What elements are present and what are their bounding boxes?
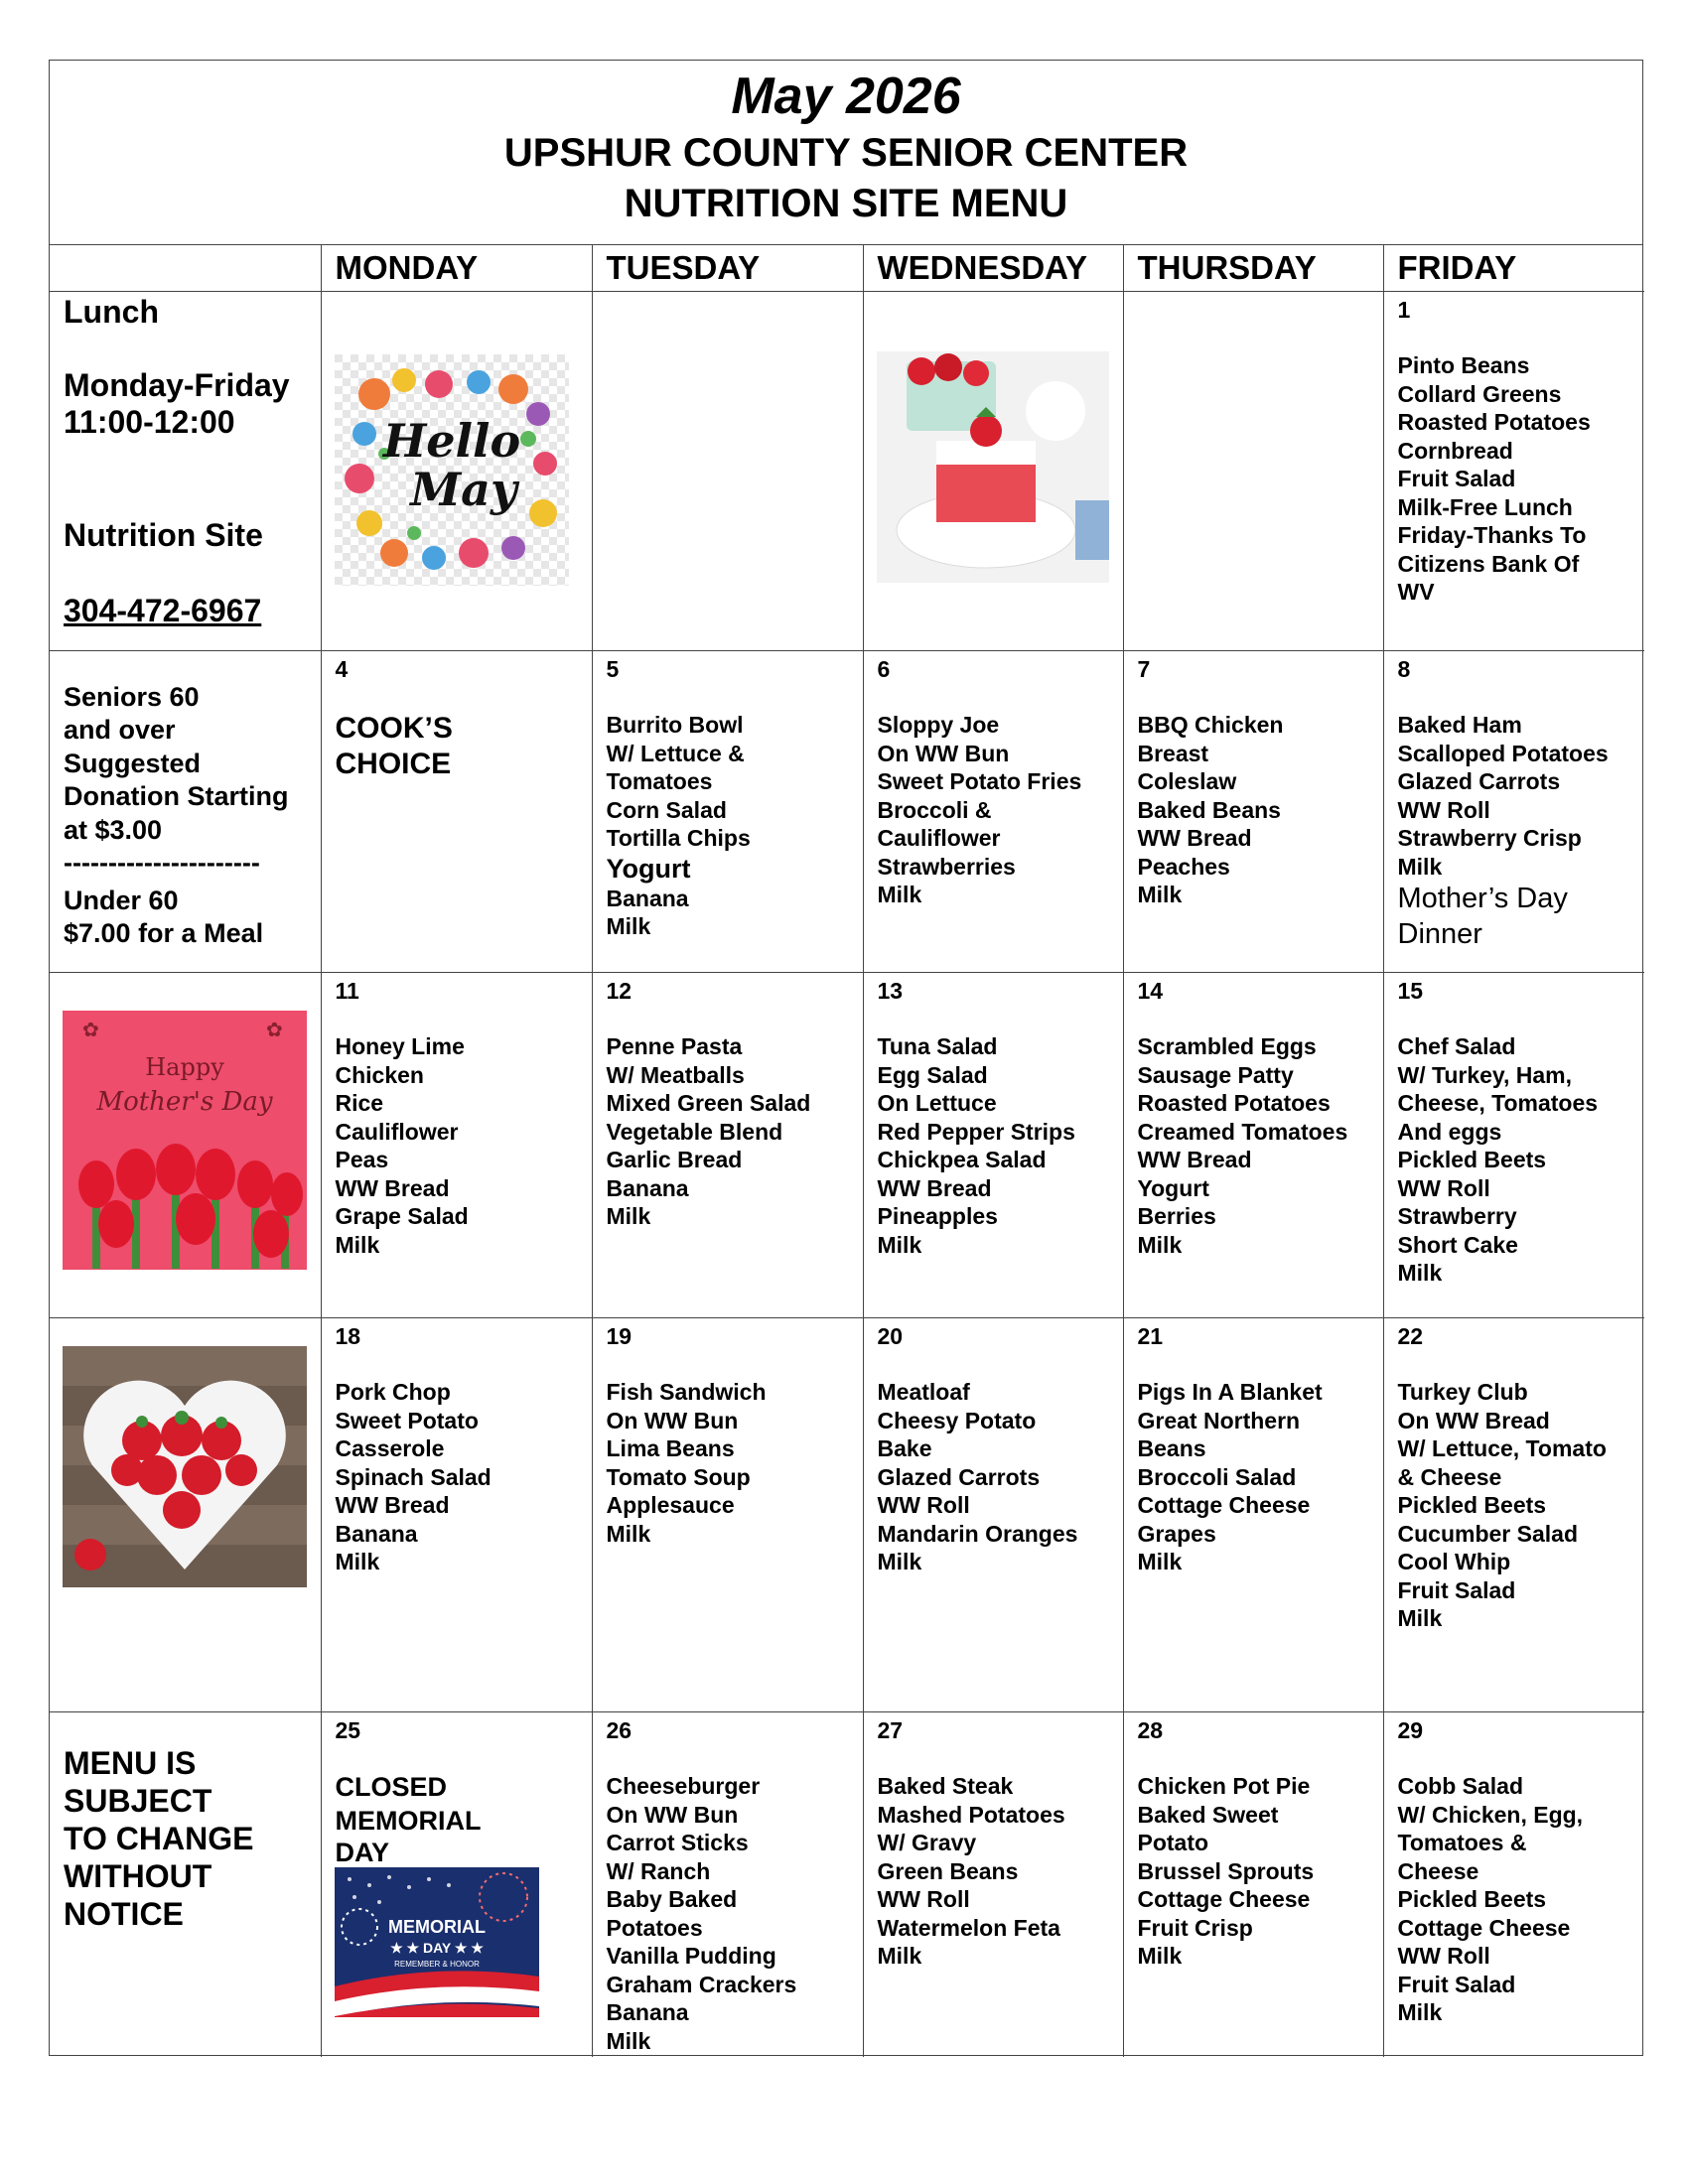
memorial-day-text: ★ ★ DAY ★ ★ xyxy=(389,1940,484,1956)
menu-item: On WW Bun xyxy=(877,740,1010,766)
day-number: 15 xyxy=(1397,977,1424,1004)
mothers-day-note: Mother’s Day xyxy=(1397,883,1568,914)
menu-item: Baked Steak xyxy=(877,1773,1014,1799)
menu-item: Cornbread xyxy=(1397,437,1513,464)
menu-item: Cucumber Salad xyxy=(1397,1520,1578,1547)
menu-item: Cobb Salad xyxy=(1397,1773,1524,1799)
page-title: May 2026 xyxy=(731,68,961,125)
menu-item: Garlic Bread xyxy=(606,1147,743,1172)
donation-line: at $3.00 xyxy=(64,814,163,845)
menu-item: Chickpea Salad xyxy=(877,1147,1047,1172)
menu-item: Baby Baked xyxy=(606,1886,738,1912)
day-cell-12 xyxy=(592,972,863,1317)
menu-item: WW Roll xyxy=(877,1886,970,1912)
cooks-choice-line: CHOICE xyxy=(335,748,452,780)
menu-item: Strawberry xyxy=(1397,1203,1517,1229)
menu-item: Tomatoes xyxy=(606,768,713,794)
day-cell-27 xyxy=(863,1711,1123,2057)
menu-item: Cheese, Tomatoes xyxy=(1397,1090,1599,1116)
menu-item: Chef Salad xyxy=(1397,1033,1516,1059)
notice-text xyxy=(64,1744,307,1933)
menu-item: WW Bread xyxy=(1137,825,1252,851)
menu-item: Lima Beans xyxy=(606,1435,735,1461)
closed-line: MEMORIAL xyxy=(335,1806,482,1836)
menu-item: Roasted Potatoes xyxy=(1137,1090,1331,1116)
info-cell-donation xyxy=(50,650,321,972)
mothers-day-image xyxy=(63,1011,307,1270)
menu-item: On WW Bun xyxy=(606,1801,739,1828)
menu-item: On WW Bun xyxy=(606,1407,739,1433)
menu-item: Tortilla Chips xyxy=(606,825,751,851)
day-content xyxy=(607,655,849,941)
day-number: 27 xyxy=(877,1716,904,1743)
day-content xyxy=(1398,977,1631,1288)
day-number: 5 xyxy=(606,655,620,682)
menu-item: Green Beans xyxy=(877,1857,1019,1884)
menu-item: W/ Chicken, Egg, xyxy=(1397,1801,1584,1828)
day-number: 26 xyxy=(606,1716,633,1743)
day-number: 13 xyxy=(877,977,904,1004)
day-number: 25 xyxy=(335,1716,361,1743)
menu-item: Short Cake xyxy=(1397,1231,1518,1258)
menu-item: Pigs In A Blanket xyxy=(1137,1379,1323,1405)
menu-item: Grape Salad xyxy=(335,1203,469,1229)
menu-item: W/ Lettuce & xyxy=(606,740,745,766)
menu-item: Tomato Soup xyxy=(606,1463,751,1490)
menu-item: Turkey Club xyxy=(1397,1379,1528,1405)
info-cell-notice xyxy=(50,1711,321,2057)
menu-item: Pickled Beets xyxy=(1397,1492,1547,1518)
menu-item: Milk xyxy=(1397,1260,1443,1286)
menu-item: Banana xyxy=(606,1999,689,2025)
day-cell-13 xyxy=(863,972,1123,1317)
menu-item: Fish Sandwich xyxy=(606,1379,767,1405)
menu-item: Milk-Free Lunch xyxy=(1397,493,1573,520)
weekday-wednesday: WEDNESDAY xyxy=(863,245,1123,291)
day-content xyxy=(336,977,578,1260)
day-content xyxy=(1398,296,1631,607)
menu-subtitle: NUTRITION SITE MENU xyxy=(624,182,1068,225)
menu-item: Potato xyxy=(1137,1830,1209,1855)
day-number: 1 xyxy=(1397,296,1411,323)
day-content xyxy=(1138,655,1369,909)
donation-text xyxy=(64,681,307,951)
menu-item: Milk xyxy=(877,1943,922,1969)
menu-item: Chicken Pot Pie xyxy=(1137,1773,1311,1799)
menu-item: Watermelon Feta xyxy=(877,1914,1060,1941)
remember-honor-text: REMEMBER & HONOR xyxy=(393,1960,480,1969)
site-label: Nutrition Site xyxy=(64,516,263,553)
day-content xyxy=(1398,1322,1631,1633)
menu-item: Roasted Potatoes xyxy=(1397,409,1591,435)
menu-item: Milk xyxy=(335,1549,380,1574)
menu-item: Rice xyxy=(335,1090,384,1116)
menu-item: Banana xyxy=(606,885,689,911)
menu-item: Glazed Carrots xyxy=(1397,768,1561,794)
menu-item: Applesauce xyxy=(606,1492,735,1518)
day-content xyxy=(607,1716,849,2056)
donation-line: Suggested xyxy=(64,748,202,778)
menu-item: Creamed Tomatoes xyxy=(1137,1118,1348,1145)
menu-item: Milk xyxy=(877,1549,922,1574)
menu-item: Broccoli & xyxy=(877,796,992,823)
day-cell-26 xyxy=(592,1711,863,2057)
day-content xyxy=(878,655,1109,909)
donation-line: Donation Starting xyxy=(64,781,289,811)
may-text: May xyxy=(409,462,517,516)
menu-item: Sausage Patty xyxy=(1137,1061,1294,1088)
day-number: 12 xyxy=(606,977,633,1004)
week-row-2 xyxy=(50,650,1644,972)
menu-item: Coleslaw xyxy=(1137,768,1237,794)
week-row-3 xyxy=(50,972,1644,1317)
menu-item: Milk xyxy=(1397,1605,1443,1631)
menu-item: Casserole xyxy=(335,1435,445,1461)
menu-item: Cheeseburger xyxy=(606,1773,761,1799)
menu-item: Milk xyxy=(606,2027,651,2054)
day-number: 6 xyxy=(877,655,891,682)
menu-item: W/ Turkey, Ham, xyxy=(1397,1061,1573,1088)
menu-item: Meatloaf xyxy=(877,1379,970,1405)
menu-item: WW Bread xyxy=(1137,1147,1252,1172)
lunch-label: Lunch xyxy=(64,293,159,330)
notice-line: MENU IS xyxy=(64,1744,197,1781)
menu-item: Milk xyxy=(1137,1943,1183,1969)
menu-item: Cool Whip xyxy=(1397,1549,1511,1574)
day-number: 20 xyxy=(877,1322,904,1349)
menu-item: Penne Pasta xyxy=(606,1033,743,1059)
day-number: 11 xyxy=(335,977,359,1004)
menu-item: Cheese xyxy=(1397,1857,1479,1884)
hours-time: 11:00-12:00 xyxy=(64,403,235,440)
svg-text:✿: ✿ xyxy=(266,1019,283,1041)
menu-item: Great Northern xyxy=(1137,1407,1301,1433)
menu-item: Vanilla Pudding xyxy=(606,1943,776,1969)
menu-item: Pork Chop xyxy=(335,1379,451,1405)
strawberry-heart-image xyxy=(63,1346,307,1587)
day-content xyxy=(607,1322,849,1549)
menu-item: Vegetable Blend xyxy=(606,1118,783,1145)
day-content xyxy=(878,1322,1109,1576)
menu-item: Fruit Salad xyxy=(1397,466,1516,491)
day-cell-1 xyxy=(1383,291,1644,650)
weekday-friday: FRIDAY xyxy=(1383,245,1644,291)
day-number: 7 xyxy=(1137,655,1151,682)
day-cell-6 xyxy=(863,650,1123,972)
menu-item: Cottage Cheese xyxy=(1137,1886,1311,1912)
menu-item: W/ Ranch xyxy=(606,1857,711,1884)
menu-item: WW Bread xyxy=(335,1174,450,1201)
menu-item: W/ Gravy xyxy=(877,1830,977,1855)
phone-number: 304-472-6967 xyxy=(64,592,262,628)
menu-item: Sloppy Joe xyxy=(877,712,1000,738)
menu-item: W/ Lettuce, Tomato xyxy=(1397,1435,1607,1461)
day-cell-25 xyxy=(321,1711,592,2057)
day-cell-4 xyxy=(321,650,592,972)
menu-item: Citizens Bank Of xyxy=(1397,550,1580,577)
menu-item: Tuna Salad xyxy=(877,1033,998,1059)
cell-monday-empty xyxy=(321,291,592,650)
menu-item: Yogurt xyxy=(1137,1174,1209,1201)
menu-item: Pinto Beans xyxy=(1397,352,1530,378)
menu-item: Cauliflower xyxy=(335,1118,459,1145)
menu-item: Corn Salad xyxy=(606,796,727,823)
menu-item: Pickled Beets xyxy=(1397,1886,1547,1912)
menu-item: Milk xyxy=(877,1231,922,1258)
day-content xyxy=(607,977,849,1231)
menu-item: Banana xyxy=(335,1520,418,1547)
menu-item: Baked Ham xyxy=(1397,712,1522,738)
info-cell-hours xyxy=(50,291,321,650)
day-number: 18 xyxy=(335,1322,361,1349)
hello-may-image xyxy=(335,354,569,586)
menu-item: BBQ Chicken xyxy=(1137,712,1284,738)
menu-item: WW Roll xyxy=(877,1492,970,1518)
menu-item: Honey Lime xyxy=(335,1033,465,1059)
day-content xyxy=(878,977,1109,1260)
day-content xyxy=(878,1716,1109,1971)
menu-item: Milk xyxy=(1397,1999,1443,2025)
notice-line: WITHOUT xyxy=(64,1857,212,1894)
day-content xyxy=(336,655,578,783)
menu-item: Mixed Green Salad xyxy=(606,1090,811,1116)
week-row-1 xyxy=(50,291,1644,650)
menu-item: On WW Bread xyxy=(1397,1407,1550,1433)
day-cell-11 xyxy=(321,972,592,1317)
menu-calendar xyxy=(49,60,1643,2056)
menu-item: Sweet Potato Fries xyxy=(877,768,1082,794)
divider-dashes: ---------------------- xyxy=(64,848,260,878)
memorial-day-image xyxy=(335,1867,539,2017)
day-number: 4 xyxy=(335,655,349,682)
menu-item: Mashed Potatoes xyxy=(877,1801,1065,1828)
svg-text:✿: ✿ xyxy=(82,1019,99,1041)
menu-item: Milk xyxy=(1137,882,1183,907)
weekday-monday: MONDAY xyxy=(321,245,592,291)
menu-item: WW Roll xyxy=(1397,796,1490,823)
menu-item: Glazed Carrots xyxy=(877,1463,1041,1490)
cell-tuesday-empty xyxy=(592,291,863,650)
menu-item: Scrambled Eggs xyxy=(1137,1033,1317,1059)
menu-item: WV xyxy=(1397,579,1435,605)
day-cell-21 xyxy=(1123,1317,1383,1711)
menu-item: & Cheese xyxy=(1397,1463,1502,1490)
menu-item: Banana xyxy=(606,1174,689,1201)
closed-line: CLOSED xyxy=(335,1772,448,1802)
weekday-header-row xyxy=(50,245,1644,291)
day-content xyxy=(336,1716,578,1868)
menu-item: Friday-Thanks To xyxy=(1397,522,1587,548)
menu-item: Milk xyxy=(1137,1549,1183,1574)
menu-item: Chicken xyxy=(335,1061,424,1088)
memorial-text: MEMORIAL xyxy=(387,1917,486,1937)
closed-line: DAY xyxy=(335,1838,390,1867)
menu-item: WW Bread xyxy=(335,1492,450,1518)
day-number: 22 xyxy=(1397,1322,1424,1349)
menu-item: Cottage Cheese xyxy=(1137,1492,1311,1518)
menu-grid xyxy=(50,245,1644,2057)
day-cell-19 xyxy=(592,1317,863,1711)
day-number: 29 xyxy=(1397,1716,1424,1743)
menu-item: Potatoes xyxy=(606,1914,703,1941)
menu-item: And eggs xyxy=(1397,1118,1502,1145)
menu-item: WW Roll xyxy=(1397,1174,1490,1201)
menu-item: Carrot Sticks xyxy=(606,1830,749,1855)
week-row-4 xyxy=(50,1317,1644,1711)
menu-item: On Lettuce xyxy=(877,1090,997,1116)
donation-line: and over xyxy=(64,715,176,745)
cell-thursday-empty xyxy=(1123,291,1383,650)
strawberry-cake-image xyxy=(877,351,1109,583)
menu-item: Grapes xyxy=(1137,1520,1216,1547)
day-number: 8 xyxy=(1397,655,1411,682)
menu-item: Red Pepper Strips xyxy=(877,1118,1075,1145)
week-row-5 xyxy=(50,1711,1644,2057)
menu-item: Milk xyxy=(877,882,922,907)
menu-item: Tomatoes & xyxy=(1397,1830,1527,1855)
mothers-day-text: Mother's Day xyxy=(96,1086,273,1117)
cell-wednesday-empty xyxy=(863,291,1123,650)
weekday-tuesday: TUESDAY xyxy=(592,245,863,291)
menu-item: Baked Beans xyxy=(1137,796,1281,823)
menu-item: W/ Meatballs xyxy=(606,1061,745,1088)
day-content xyxy=(1138,1716,1369,1971)
image-cell-mothers-day xyxy=(50,972,321,1317)
menu-item: Peaches xyxy=(1137,853,1230,880)
menu-item: Scalloped Potatoes xyxy=(1397,740,1609,766)
day-cell-15 xyxy=(1383,972,1644,1317)
menu-item: Broccoli Salad xyxy=(1137,1463,1297,1490)
corner-cell xyxy=(50,245,321,291)
day-cell-8 xyxy=(1383,650,1644,972)
day-cell-22 xyxy=(1383,1317,1644,1711)
hello-text: Hello xyxy=(382,413,520,468)
day-number: 28 xyxy=(1137,1716,1164,1743)
cooks-choice-line: COOK’S xyxy=(335,712,453,745)
image-cell-strawberries xyxy=(50,1317,321,1711)
day-content xyxy=(1398,1716,1631,2027)
day-cell-29 xyxy=(1383,1711,1644,2057)
day-cell-20 xyxy=(863,1317,1123,1711)
menu-item: Collard Greens xyxy=(1397,380,1562,407)
day-number: 21 xyxy=(1137,1322,1164,1349)
under-60-line: $7.00 for a Meal xyxy=(64,918,264,948)
menu-item: Brussel Sprouts xyxy=(1137,1857,1315,1884)
menu-item: Graham Crackers xyxy=(606,1971,797,1997)
menu-item: Milk xyxy=(1397,853,1443,880)
org-name: UPSHUR COUNTY SENIOR CENTER xyxy=(503,131,1189,175)
day-content xyxy=(1138,1322,1369,1576)
notice-line: SUBJECT xyxy=(64,1782,212,1819)
menu-item: Fruit Salad xyxy=(1397,1971,1516,1997)
day-cell-28 xyxy=(1123,1711,1383,2057)
menu-item: Baked Sweet xyxy=(1137,1801,1279,1828)
menu-item: WW Bread xyxy=(877,1174,992,1201)
menu-item: Yogurt xyxy=(606,853,691,884)
menu-item: WW Roll xyxy=(1397,1943,1490,1969)
weekday-thursday: THURSDAY xyxy=(1123,245,1383,291)
day-cell-5 xyxy=(592,650,863,972)
menu-item: Beans xyxy=(1137,1435,1206,1461)
menu-item: Strawberries xyxy=(877,853,1016,880)
menu-item: Peas xyxy=(335,1147,389,1172)
day-number: 19 xyxy=(606,1322,633,1349)
menu-item: Pickled Beets xyxy=(1397,1147,1547,1172)
menu-item: Milk xyxy=(335,1231,380,1258)
menu-item: Burrito Bowl xyxy=(606,712,744,738)
menu-item: Breast xyxy=(1137,740,1209,766)
hours-days: Monday-Friday xyxy=(64,366,290,403)
menu-item: Milk xyxy=(606,1520,651,1547)
donation-line: Seniors 60 xyxy=(64,681,200,712)
menu-item: Milk xyxy=(1137,1231,1183,1258)
notice-line: TO CHANGE xyxy=(64,1820,254,1856)
under-60-line: Under 60 xyxy=(64,885,179,915)
day-content xyxy=(1138,977,1369,1260)
menu-item: Mandarin Oranges xyxy=(877,1520,1078,1547)
menu-item: Berries xyxy=(1137,1203,1216,1229)
menu-item: Cauliflower xyxy=(877,825,1001,851)
menu-item: Cheesy Potato xyxy=(877,1407,1037,1433)
menu-header xyxy=(50,61,1642,245)
menu-item: Cottage Cheese xyxy=(1397,1914,1571,1941)
notice-line: NOTICE xyxy=(64,1895,184,1932)
day-content xyxy=(1398,655,1631,953)
menu-item: Spinach Salad xyxy=(335,1463,492,1490)
menu-item: Fruit Crisp xyxy=(1137,1914,1253,1941)
menu-item: Sweet Potato xyxy=(335,1407,479,1433)
menu-item: Milk xyxy=(606,913,651,939)
day-number: 14 xyxy=(1137,977,1164,1004)
menu-item: Milk xyxy=(606,1203,651,1229)
day-content xyxy=(336,1322,578,1576)
mothers-day-note: Dinner xyxy=(1397,918,1482,950)
menu-item: Pineapples xyxy=(877,1203,998,1229)
day-cell-18 xyxy=(321,1317,592,1711)
day-cell-14 xyxy=(1123,972,1383,1317)
day-cell-7 xyxy=(1123,650,1383,972)
menu-item: Egg Salad xyxy=(877,1061,988,1088)
menu-item: Fruit Salad xyxy=(1397,1576,1516,1603)
happy-text: Happy xyxy=(145,1052,224,1081)
menu-item: Strawberry Crisp xyxy=(1397,825,1582,851)
menu-item: Bake xyxy=(877,1435,932,1461)
